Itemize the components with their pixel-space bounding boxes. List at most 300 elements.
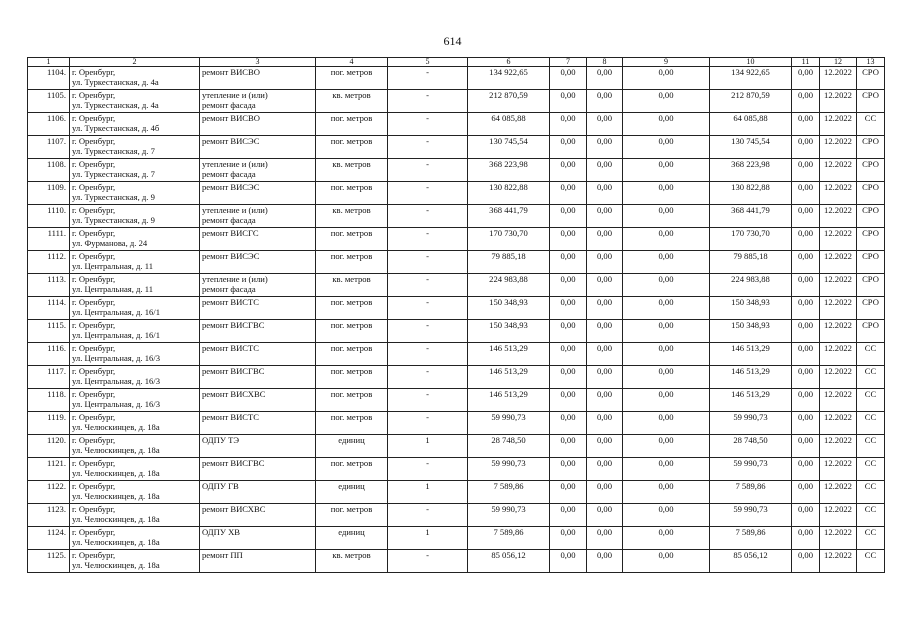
work-type-cell — [200, 136, 316, 159]
work-type-line: ремонт фасада — [202, 215, 256, 225]
table-row — [28, 67, 885, 90]
header-cell: 7 — [550, 58, 587, 67]
col11-cell: 0,00 — [792, 504, 820, 527]
completion-date-cell: 12.2022 — [820, 504, 857, 527]
row-number-cell: 1125. — [28, 550, 70, 573]
unit-cell: пог. метров — [316, 251, 388, 274]
work-type-line: ОДПУ ГВ — [202, 481, 239, 491]
work-type-cell — [200, 412, 316, 435]
col7-cell: 0,00 — [550, 90, 587, 113]
quantity-cell: - — [388, 504, 468, 527]
quantity-cell: - — [388, 67, 468, 90]
work-type-line: ремонт ВИСГС — [202, 228, 259, 238]
row-number-cell: 1110. — [28, 205, 70, 228]
completion-date-cell: 12.2022 — [820, 182, 857, 205]
col9-cell: 0,00 — [623, 90, 710, 113]
address-street: ул. Туркестанская, д. 9 — [72, 192, 155, 202]
address-street: ул. Центральная, д. 16/3 — [72, 376, 160, 386]
work-type-cell — [200, 182, 316, 205]
header-row — [28, 58, 885, 67]
table-row — [28, 136, 885, 159]
work-type-line: ремонт фасада — [202, 284, 256, 294]
quantity-cell: 1 — [388, 481, 468, 504]
repair-register-table — [27, 57, 885, 573]
funding-source-cell: СС — [857, 366, 885, 389]
completion-date-cell: 12.2022 — [820, 366, 857, 389]
funding-source-cell: СС — [857, 389, 885, 412]
col8-cell: 0,00 — [587, 343, 623, 366]
unit-cell: пог. метров — [316, 343, 388, 366]
address-cell — [70, 435, 200, 458]
total-cost-cell: 85 056,12 — [468, 550, 550, 573]
col8-cell: 0,00 — [587, 389, 623, 412]
col11-cell: 0,00 — [792, 182, 820, 205]
header-cell: 4 — [316, 58, 388, 67]
unit-cell: кв. метров — [316, 205, 388, 228]
col10-cell: 368 223,98 — [710, 159, 792, 182]
address-cell — [70, 366, 200, 389]
row-number-cell: 1109. — [28, 182, 70, 205]
col8-cell: 0,00 — [587, 320, 623, 343]
completion-date-cell: 12.2022 — [820, 251, 857, 274]
row-number-cell: 1117. — [28, 366, 70, 389]
funding-source-cell: СРО — [857, 228, 885, 251]
work-type-line: ремонт ВИСТС — [202, 343, 260, 353]
col7-cell: 0,00 — [550, 550, 587, 573]
unit-cell: пог. метров — [316, 67, 388, 90]
quantity-cell: - — [388, 90, 468, 113]
col9-cell: 0,00 — [623, 205, 710, 228]
col9-cell: 0,00 — [623, 389, 710, 412]
quantity-cell: - — [388, 205, 468, 228]
completion-date-cell: 12.2022 — [820, 90, 857, 113]
col9-cell: 0,00 — [623, 320, 710, 343]
col9-cell: 0,00 — [623, 527, 710, 550]
col8-cell: 0,00 — [587, 481, 623, 504]
address-city: г. Оренбург, — [72, 67, 116, 77]
work-type-cell — [200, 67, 316, 90]
address-cell — [70, 182, 200, 205]
completion-date-cell: 12.2022 — [820, 527, 857, 550]
row-number-cell: 1116. — [28, 343, 70, 366]
table-row — [28, 412, 885, 435]
work-type-line: ремонт ВИСГВС — [202, 320, 265, 330]
col7-cell: 0,00 — [550, 504, 587, 527]
total-cost-cell: 170 730,70 — [468, 228, 550, 251]
address-city: г. Оренбург, — [72, 136, 116, 146]
col7-cell: 0,00 — [550, 343, 587, 366]
funding-source-cell: СРО — [857, 182, 885, 205]
col11-cell: 0,00 — [792, 67, 820, 90]
col9-cell: 0,00 — [623, 159, 710, 182]
quantity-cell: - — [388, 389, 468, 412]
header-cell: 1 — [28, 58, 70, 67]
unit-cell: пог. метров — [316, 228, 388, 251]
total-cost-cell: 79 885,18 — [468, 251, 550, 274]
address-street: ул. Туркестанская, д. 7 — [72, 146, 155, 156]
address-street: ул. Центральная, д. 16/3 — [72, 353, 160, 363]
col11-cell: 0,00 — [792, 550, 820, 573]
quantity-cell: - — [388, 458, 468, 481]
col8-cell: 0,00 — [587, 228, 623, 251]
table-row — [28, 90, 885, 113]
address-city: г. Оренбург, — [72, 527, 116, 537]
col10-cell: 146 513,29 — [710, 366, 792, 389]
col9-cell: 0,00 — [623, 481, 710, 504]
address-cell — [70, 297, 200, 320]
address-city: г. Оренбург, — [72, 159, 116, 169]
col8-cell: 0,00 — [587, 412, 623, 435]
row-number-cell: 1111. — [28, 228, 70, 251]
address-cell — [70, 343, 200, 366]
col11-cell: 0,00 — [792, 113, 820, 136]
header-cell: 8 — [587, 58, 623, 67]
work-type-cell — [200, 366, 316, 389]
table-row — [28, 159, 885, 182]
col7-cell: 0,00 — [550, 458, 587, 481]
quantity-cell: - — [388, 550, 468, 573]
quantity-cell: - — [388, 228, 468, 251]
address-street: ул. Челюскинцев, д. 18а — [72, 468, 160, 478]
col9-cell: 0,00 — [623, 136, 710, 159]
total-cost-cell: 146 513,29 — [468, 366, 550, 389]
table-row — [28, 228, 885, 251]
col10-cell: 170 730,70 — [710, 228, 792, 251]
work-type-cell — [200, 435, 316, 458]
completion-date-cell: 12.2022 — [820, 458, 857, 481]
work-type-cell — [200, 527, 316, 550]
work-type-line: утепление и (или) — [202, 90, 268, 100]
row-number-cell: 1118. — [28, 389, 70, 412]
col10-cell: 368 441,79 — [710, 205, 792, 228]
address-city: г. Оренбург, — [72, 90, 116, 100]
table-row — [28, 550, 885, 573]
funding-source-cell: СС — [857, 435, 885, 458]
col7-cell: 0,00 — [550, 113, 587, 136]
col8-cell: 0,00 — [587, 251, 623, 274]
col7-cell: 0,00 — [550, 527, 587, 550]
address-cell — [70, 481, 200, 504]
col10-cell: 224 983,88 — [710, 274, 792, 297]
completion-date-cell: 12.2022 — [820, 113, 857, 136]
row-number-cell: 1120. — [28, 435, 70, 458]
col10-cell: 59 990,73 — [710, 458, 792, 481]
address-cell — [70, 90, 200, 113]
unit-cell: пог. метров — [316, 366, 388, 389]
completion-date-cell: 12.2022 — [820, 343, 857, 366]
work-type-cell — [200, 458, 316, 481]
address-cell — [70, 320, 200, 343]
work-type-line: ОДПУ ТЭ — [202, 435, 240, 445]
row-number-cell: 1115. — [28, 320, 70, 343]
table-row — [28, 366, 885, 389]
col9-cell: 0,00 — [623, 412, 710, 435]
address-cell — [70, 458, 200, 481]
work-type-cell — [200, 504, 316, 527]
unit-cell: пог. метров — [316, 504, 388, 527]
quantity-cell: 1 — [388, 435, 468, 458]
total-cost-cell: 224 983,88 — [468, 274, 550, 297]
col7-cell: 0,00 — [550, 159, 587, 182]
unit-cell: пог. метров — [316, 182, 388, 205]
col10-cell: 150 348,93 — [710, 297, 792, 320]
address-street: ул. Челюскинцев, д. 18а — [72, 491, 160, 501]
quantity-cell: - — [388, 136, 468, 159]
header-cell: 13 — [857, 58, 885, 67]
unit-cell: кв. метров — [316, 90, 388, 113]
col11-cell: 0,00 — [792, 90, 820, 113]
completion-date-cell: 12.2022 — [820, 228, 857, 251]
col7-cell: 0,00 — [550, 205, 587, 228]
col8-cell: 0,00 — [587, 136, 623, 159]
work-type-line: утепление и (или) — [202, 205, 268, 215]
address-city: г. Оренбург, — [72, 481, 116, 491]
col11-cell: 0,00 — [792, 159, 820, 182]
col8-cell: 0,00 — [587, 205, 623, 228]
row-number-cell: 1108. — [28, 159, 70, 182]
work-type-line: утепление и (или) — [202, 159, 268, 169]
quantity-cell: - — [388, 113, 468, 136]
funding-source-cell: СРО — [857, 67, 885, 90]
total-cost-cell: 130 822,88 — [468, 182, 550, 205]
col8-cell: 0,00 — [587, 67, 623, 90]
col7-cell: 0,00 — [550, 412, 587, 435]
funding-source-cell: СС — [857, 527, 885, 550]
row-number-cell: 1121. — [28, 458, 70, 481]
funding-source-cell: СРО — [857, 320, 885, 343]
completion-date-cell: 12.2022 — [820, 67, 857, 90]
completion-date-cell: 12.2022 — [820, 320, 857, 343]
unit-cell: пог. метров — [316, 297, 388, 320]
work-type-line: ремонт ВИСЭС — [202, 136, 260, 146]
address-city: г. Оренбург, — [72, 274, 116, 284]
col10-cell: 64 085,88 — [710, 113, 792, 136]
total-cost-cell: 7 589,86 — [468, 527, 550, 550]
col10-cell: 146 513,29 — [710, 389, 792, 412]
col8-cell: 0,00 — [587, 527, 623, 550]
col10-cell: 146 513,29 — [710, 343, 792, 366]
quantity-cell: - — [388, 297, 468, 320]
address-city: г. Оренбург, — [72, 343, 116, 353]
header-cell: 3 — [200, 58, 316, 67]
col9-cell: 0,00 — [623, 366, 710, 389]
work-type-cell — [200, 320, 316, 343]
total-cost-cell: 212 870,59 — [468, 90, 550, 113]
address-city: г. Оренбург, — [72, 205, 116, 215]
table-body — [28, 58, 885, 573]
col9-cell: 0,00 — [623, 182, 710, 205]
col11-cell: 0,00 — [792, 343, 820, 366]
col7-cell: 0,00 — [550, 481, 587, 504]
table-row — [28, 504, 885, 527]
address-cell — [70, 550, 200, 573]
total-cost-cell: 146 513,29 — [468, 389, 550, 412]
col10-cell: 85 056,12 — [710, 550, 792, 573]
funding-source-cell: СС — [857, 550, 885, 573]
table-row — [28, 343, 885, 366]
address-cell — [70, 159, 200, 182]
work-type-cell — [200, 550, 316, 573]
work-type-line: ремонт ВИСТС — [202, 297, 260, 307]
unit-cell: пог. метров — [316, 136, 388, 159]
col11-cell: 0,00 — [792, 389, 820, 412]
work-type-line: ремонт ВИСВО — [202, 67, 260, 77]
col11-cell: 0,00 — [792, 228, 820, 251]
col11-cell: 0,00 — [792, 481, 820, 504]
quantity-cell: - — [388, 182, 468, 205]
table-row — [28, 320, 885, 343]
table-row — [28, 113, 885, 136]
work-type-cell — [200, 228, 316, 251]
work-type-line: ремонт ВИСХВС — [202, 389, 266, 399]
row-number-cell: 1124. — [28, 527, 70, 550]
row-number-cell: 1106. — [28, 113, 70, 136]
quantity-cell: 1 — [388, 527, 468, 550]
funding-source-cell: СРО — [857, 205, 885, 228]
col7-cell: 0,00 — [550, 136, 587, 159]
work-type-line: ремонт ВИСГВС — [202, 458, 265, 468]
col10-cell: 150 348,93 — [710, 320, 792, 343]
address-street: ул. Туркестанская, д. 4а — [72, 100, 159, 110]
unit-cell: пог. метров — [316, 113, 388, 136]
col11-cell: 0,00 — [792, 435, 820, 458]
col10-cell: 28 748,50 — [710, 435, 792, 458]
completion-date-cell: 12.2022 — [820, 550, 857, 573]
total-cost-cell: 64 085,88 — [468, 113, 550, 136]
row-number-cell: 1113. — [28, 274, 70, 297]
work-type-line: ремонт ВИСТС — [202, 412, 260, 422]
row-number-cell: 1112. — [28, 251, 70, 274]
header-cell: 5 — [388, 58, 468, 67]
funding-source-cell: СРО — [857, 159, 885, 182]
row-number-cell: 1114. — [28, 297, 70, 320]
col9-cell: 0,00 — [623, 67, 710, 90]
col11-cell: 0,00 — [792, 274, 820, 297]
unit-cell: пог. метров — [316, 412, 388, 435]
unit-cell: кв. метров — [316, 550, 388, 573]
total-cost-cell: 368 441,79 — [468, 205, 550, 228]
address-city: г. Оренбург, — [72, 366, 116, 376]
col7-cell: 0,00 — [550, 182, 587, 205]
col8-cell: 0,00 — [587, 550, 623, 573]
table-row — [28, 481, 885, 504]
col10-cell: 130 745,54 — [710, 136, 792, 159]
col7-cell: 0,00 — [550, 297, 587, 320]
address-cell — [70, 136, 200, 159]
col7-cell: 0,00 — [550, 228, 587, 251]
col11-cell: 0,00 — [792, 205, 820, 228]
unit-cell: кв. метров — [316, 159, 388, 182]
funding-source-cell: СС — [857, 412, 885, 435]
col7-cell: 0,00 — [550, 67, 587, 90]
address-street: ул. Центральная, д. 16/1 — [72, 307, 160, 317]
funding-source-cell: СС — [857, 458, 885, 481]
address-street: ул. Центральная, д. 16/1 — [72, 330, 160, 340]
address-street: ул. Центральная, д. 11 — [72, 284, 153, 294]
unit-cell: пог. метров — [316, 389, 388, 412]
funding-source-cell: СРО — [857, 90, 885, 113]
funding-source-cell: СРО — [857, 251, 885, 274]
work-type-cell — [200, 297, 316, 320]
col7-cell: 0,00 — [550, 251, 587, 274]
unit-cell: единиц — [316, 481, 388, 504]
total-cost-cell: 59 990,73 — [468, 458, 550, 481]
col8-cell: 0,00 — [587, 182, 623, 205]
col9-cell: 0,00 — [623, 251, 710, 274]
total-cost-cell: 150 348,93 — [468, 297, 550, 320]
col9-cell: 0,00 — [623, 274, 710, 297]
address-street: ул. Туркестанская, д. 4а — [72, 77, 159, 87]
address-cell — [70, 205, 200, 228]
row-number-cell: 1123. — [28, 504, 70, 527]
total-cost-cell: 146 513,29 — [468, 343, 550, 366]
address-street: ул. Челюскинцев, д. 18а — [72, 514, 160, 524]
col11-cell: 0,00 — [792, 297, 820, 320]
address-city: г. Оренбург, — [72, 320, 116, 330]
address-cell — [70, 504, 200, 527]
col11-cell: 0,00 — [792, 251, 820, 274]
total-cost-cell: 7 589,86 — [468, 481, 550, 504]
address-street: ул. Челюскинцев, д. 18а — [72, 422, 160, 432]
quantity-cell: - — [388, 366, 468, 389]
work-type-line: ремонт ВИСЭС — [202, 251, 260, 261]
col10-cell: 212 870,59 — [710, 90, 792, 113]
col8-cell: 0,00 — [587, 458, 623, 481]
work-type-line: ремонт ВИСХВС — [202, 504, 266, 514]
address-cell — [70, 113, 200, 136]
address-street: ул. Центральная, д. 11 — [72, 261, 153, 271]
address-city: г. Оренбург, — [72, 251, 116, 261]
completion-date-cell: 12.2022 — [820, 297, 857, 320]
col10-cell: 59 990,73 — [710, 504, 792, 527]
total-cost-cell: 59 990,73 — [468, 412, 550, 435]
col7-cell: 0,00 — [550, 435, 587, 458]
col10-cell: 79 885,18 — [710, 251, 792, 274]
quantity-cell: - — [388, 412, 468, 435]
table-row — [28, 251, 885, 274]
address-cell — [70, 389, 200, 412]
funding-source-cell: СРО — [857, 274, 885, 297]
table-row — [28, 389, 885, 412]
header-cell: 6 — [468, 58, 550, 67]
col11-cell: 0,00 — [792, 527, 820, 550]
table-row — [28, 435, 885, 458]
work-type-line: ремонт фасада — [202, 100, 256, 110]
row-number-cell: 1107. — [28, 136, 70, 159]
address-street: ул. Туркестанская, д. 9 — [72, 215, 155, 225]
header-cell: 10 — [710, 58, 792, 67]
work-type-line: ремонт ВИСЭС — [202, 182, 260, 192]
completion-date-cell: 12.2022 — [820, 389, 857, 412]
col9-cell: 0,00 — [623, 550, 710, 573]
col10-cell: 59 990,73 — [710, 412, 792, 435]
work-type-cell — [200, 274, 316, 297]
table-row — [28, 297, 885, 320]
page-number: 614 — [443, 34, 462, 48]
work-type-cell — [200, 251, 316, 274]
address-city: г. Оренбург, — [72, 228, 116, 238]
table-row — [28, 205, 885, 228]
table-row — [28, 458, 885, 481]
work-type-line: ремонт ПП — [202, 550, 243, 560]
funding-source-cell: СРО — [857, 136, 885, 159]
address-street: ул. Челюскинцев, д. 18а — [72, 537, 160, 547]
col8-cell: 0,00 — [587, 366, 623, 389]
funding-source-cell: СРО — [857, 297, 885, 320]
header-cell: 12 — [820, 58, 857, 67]
col9-cell: 0,00 — [623, 435, 710, 458]
row-number-cell: 1122. — [28, 481, 70, 504]
